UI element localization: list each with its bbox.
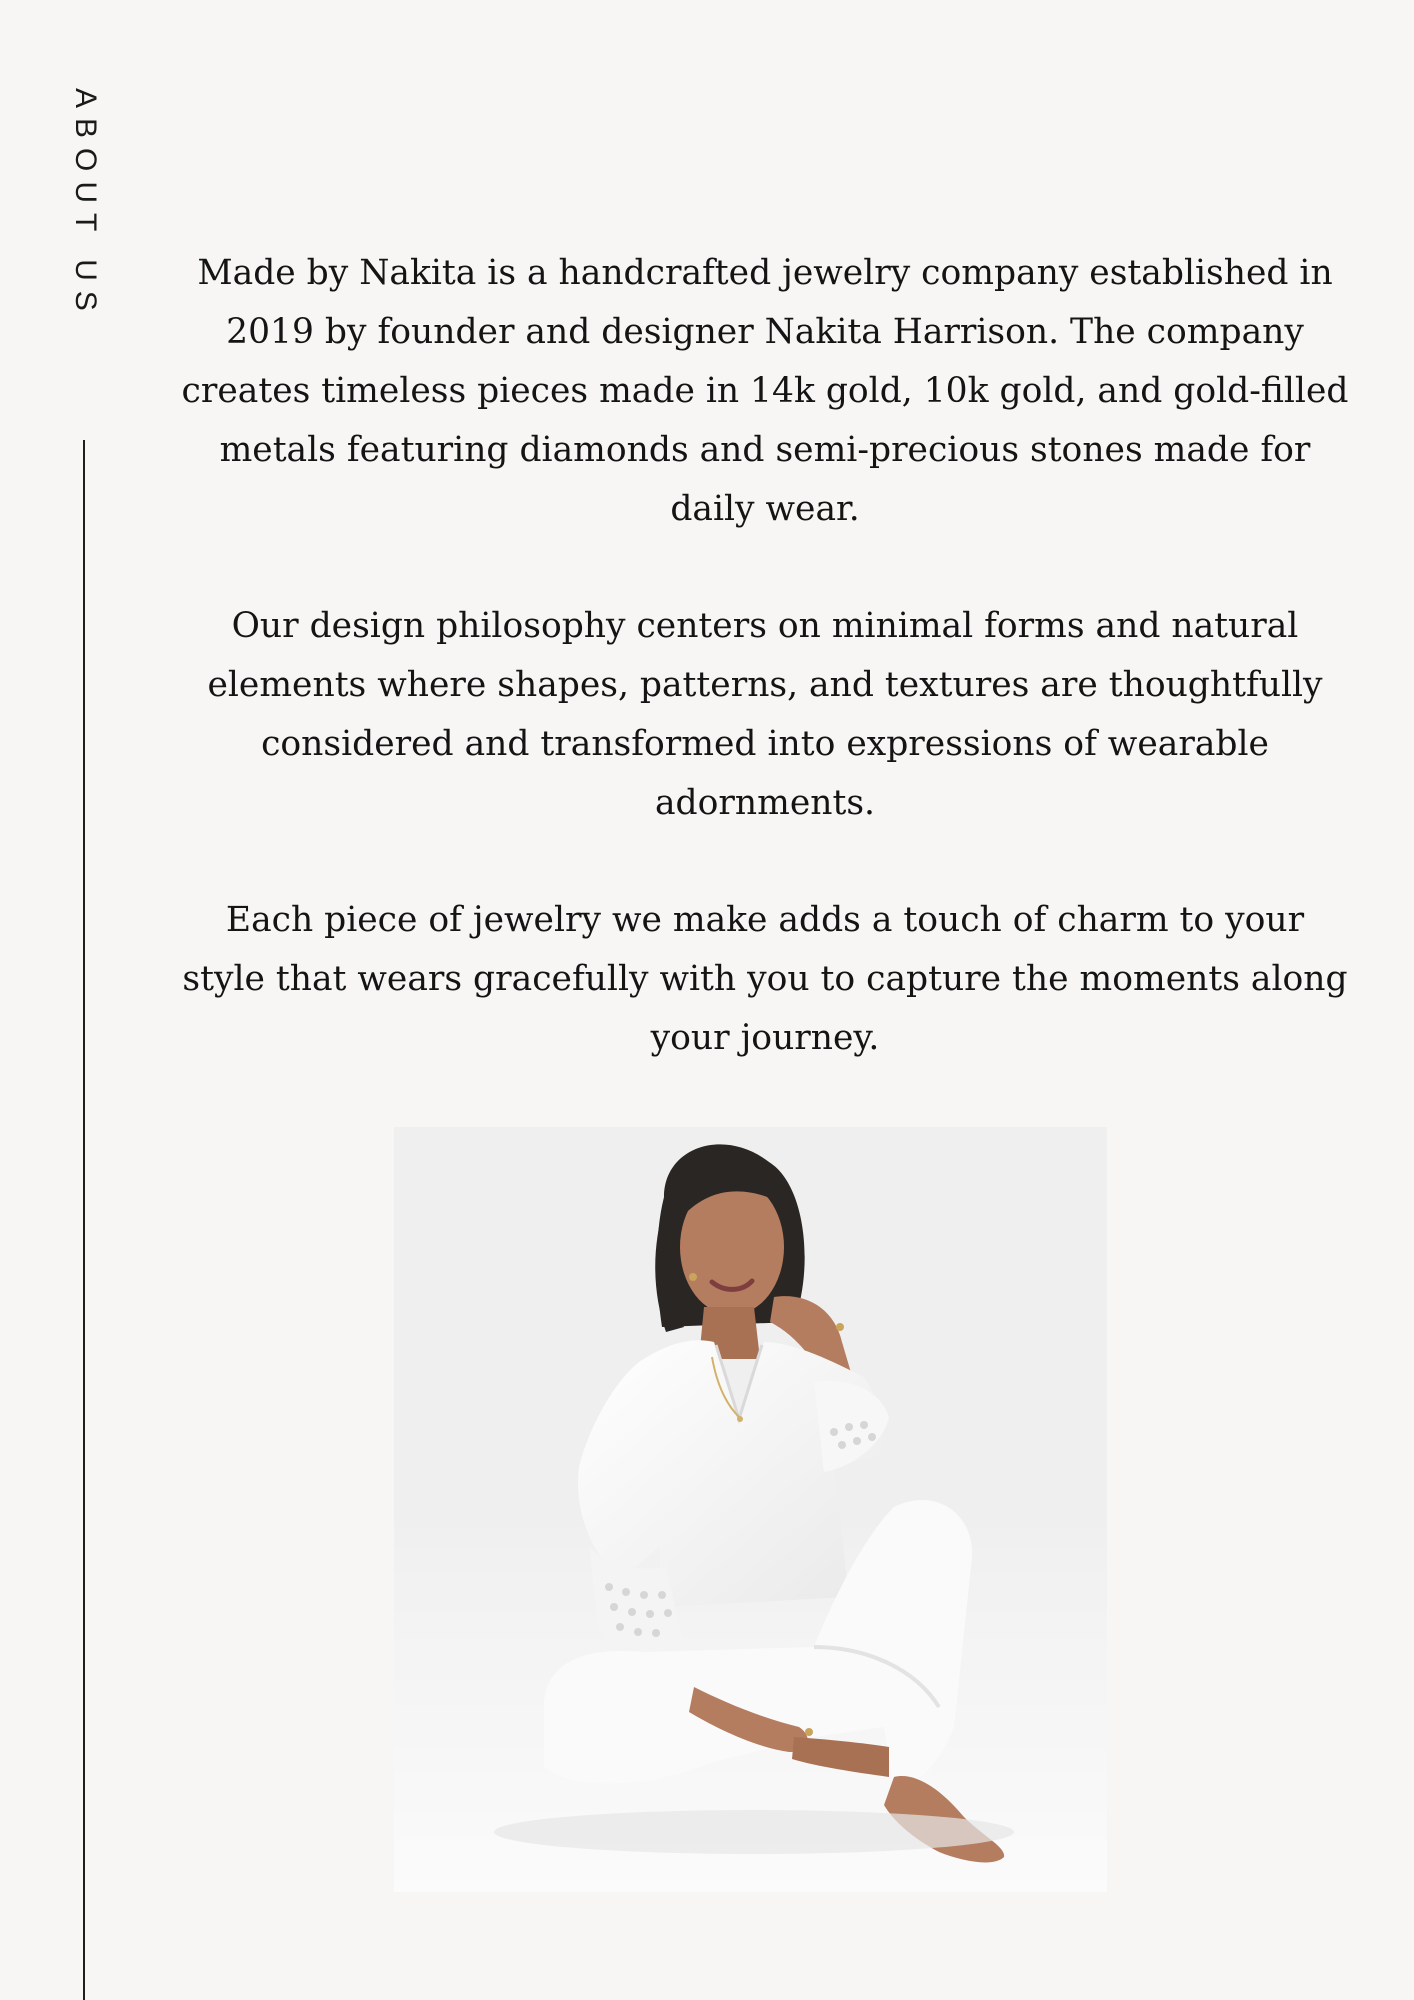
founder-photo xyxy=(394,1127,1107,1892)
vertical-divider xyxy=(83,440,85,2000)
about-paragraph-2: Our design philosophy centers on minimal forms and natural elements where shapes, patterns, and textures are thoughtfully considered and transformed into expressions of wearable adornments. xyxy=(207,606,1323,823)
founder-portrait-illustration xyxy=(394,1127,1107,1892)
about-text-block xyxy=(180,244,1350,1068)
about-paragraph-3: Each piece of jewelry we make adds a touch of charm to your style that wears gracefully with you to capture the moments along your journey. xyxy=(182,900,1348,1058)
section-label-about-us: ABOUT US xyxy=(69,88,102,321)
about-paragraph-1: Made by Nakita is a handcrafted jewelry company established in 2019 by founder and designer Nakita Harrison. The company creates timeless pieces made in 14k gold, 10k gold, and gold-filled metals featuring diamonds and semi-precious stones made for daily wear. xyxy=(181,253,1349,529)
